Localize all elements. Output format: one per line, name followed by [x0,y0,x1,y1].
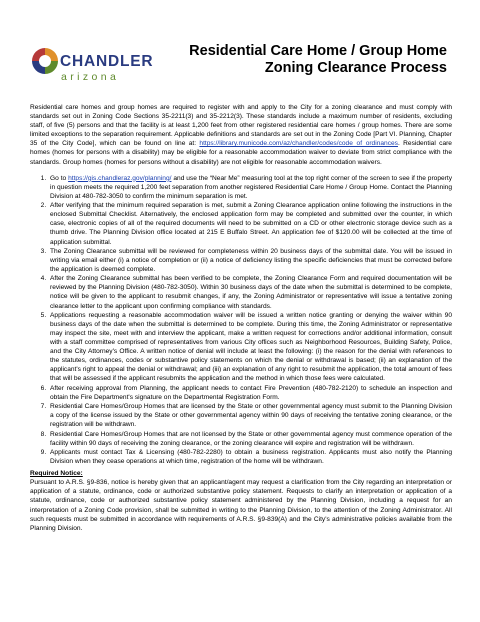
step-1-text-after: and use the “Near Me” measuring tool at the top right corner of the screen to see if the property in question meets the required 1,200 feet separation from another registered Residential Care Home / Group Home. Contact the Planning Division at 480-782-3050 to confirm the minimum separation is met. [50,174,452,200]
municode-link[interactable]: https://library.municode.com/az/chandler/codes/code_of_ordinances [199,140,398,148]
document-header [189,43,447,77]
step-item: 4. After the Zoning Clearance submittal has been verified to be complete, the Zoning Clearance Form and required documentation will be reviewed by the Planning Division (480-782-3050). Within 30 business days of the date when the submittal is determined to be complete, notice will be given to the applicant to resubmit changes, if any, the Zoning Administrator or representative will issue a tentative zoning clearance letter to the applicant upon confirming compliance with standards. [48,274,452,310]
document-body [30,103,452,533]
step-item: 9. Applicants must contact Tax & Licensing (480-782-2280) to obtain a business registration. Applicants must also notify the Planning Division when they cease operations at which time, registration of the home will be withdrawn. [48,448,452,466]
step-item: 7. Residential Care Homes/Group Homes that are licensed by the State or other governmental agency must submit to the Planning Division a copy of the license issued by the State or other governmental agency within 90 days of receiving the tentative zoning clearance, or the registration will be withdrawn. [48,402,452,429]
step-1-text-before: Go to [50,174,69,182]
logo-wordmark: CHANDLER [60,53,154,70]
step-item: 8. Residential Care Homes/Group Homes that are not licensed by the State or other governmental agency must commence operation of the facility within 90 days of receiving the zoning clearance, or the zoning clearance will expire and registration will be withdrawn. [48,430,452,448]
step-item: 6. After receiving approval from Planning, the applicant needs to contact Fire Prevention (480-782-2120) to schedule an inspection and obtain the Fire Department's signature on the Departmental Registration Form. [48,384,452,402]
step-item: 2. After verifying that the minimum required separation is met, submit a Zoning Clearance application online following the instructions in the enclosed Submittal Checklist. Alternatively, the enclosed application form may be completed and submitted over the counter, in which case, electronic copies of all of the required documents will need to be submitted on a CD or other electronic storage device such as a thumb drive. The Planning Division office located at 215 E Buffalo Street. An application fee of $120.00 will be collected at the time of application submittal. [48,201,452,246]
logo-subtitle: arizona [61,71,120,83]
required-notice-heading: Required Notice: [30,470,83,478]
intro-text-part2: . Residential care homes (homes for persons with a disability) may be eligible for a reasonable accommodation waiver to deviate from strict compliance with the standards. Group homes (homes for persons without a disability) are not eligible for reasonable accommodation waivers. [30,140,452,166]
step-item [48,174,452,201]
document-title: Residential Care Home / Group Home [189,43,447,59]
document-subtitle: Zoning Clearance Process [264,60,447,76]
intro-paragraph [30,103,452,167]
chandler-emblem-icon [30,46,60,76]
gis-planning-link[interactable]: https://gis.chandleraz.gov/planning/ [68,174,172,182]
step-item: 3. The Zoning Clearance submittal will be reviewed for completeness within 20 business days of the submittal date. You will be issued in writing via email either (i) a notice of completion or (ii) a notice of deficiency listing the specific deficiencies that must be corrected before the application is deemed complete. [48,247,452,274]
required-notice-text: Pursuant to A.R.S. §9-836, notice is hereby given that an applicant/agent may request a clarification from the City regarding an interpretation or application of a statute, ordinance, code or authorized substantive policy statement. Requests to clarify an interpretation or application of a statute, ordinance, code or authorized substantive policy statement administered by the Planning Division, including a request for an interpretation of a Zoning Code provision, shall be submitted in writing to the Planning Division, to the attention of the Zoning Administrator. All such requests must be submitted in accordance with requirements of A.R.S. §9-839(A) and the City's administrative policies available from the Planning Division. [30,479,452,532]
chandler-logo [30,44,154,88]
intro-text-part1: Residential care homes and group homes are required to register with and apply to the City for a zoning clearance and must comply with standards set out in Zoning Code Sections 35-2211(3) and 35-2212(3). These standards include a maximum number of residents, excluding staff, of five (5) persons and that the facility is at least 1,200 feet from other registered residential care homes / group homes. There are some limited exceptions to the separation requirement. Applicable definitions and standards are set out in the Zoning Code [Part VI. Planning, Chapter 35 of the City Code], which can be found on line at: [30,104,452,148]
process-steps-list [30,174,452,467]
step-item: 5. Applications requesting a reasonable accommodation waiver will be issued a written notice granting or denying the waiver within 90 business days of the date when the submittal is determined to be complete. During this time, the Zoning Administrator or representative may inspect the site, meet with and interview the applicant, make a written request for corrections and/or additional information, consult with a staff committee comprised of representatives from various City offices such as Neighborhood Resources, Building Safety, Police, and the City Attorney's Office. A written notice of denial will include at least the following: (i) the reason for the denial with references to the statutes, ordinances, codes or substantive policy statements on which the denial or withdrawal is based; (ii) an explanation of the applicant's right to appeal the denial or withdrawal; and (iii) an explanation of any right to resubmit the application, the total amount of fees that will be assessed if the applicant resubmits the application and the method in which those fees were calculated. [48,311,452,384]
